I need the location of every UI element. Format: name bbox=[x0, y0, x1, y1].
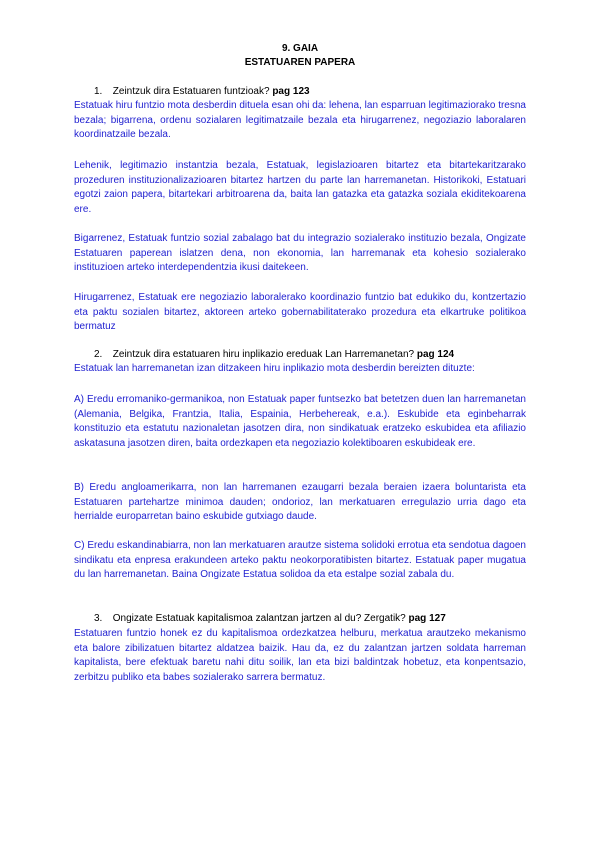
answer-paragraph: Estatuak hiru funtzio mota desberdin dituela esan ohi da: lehena, lan esparruan legitimaziorako tresna bezala; bigarrena, ordenu sozialaren legitimatzaile bezala eta hirugarrenez, negoziazio laboralaren koordinatzaile bezala. bbox=[74, 100, 526, 141]
answer-paragraph: Hirugarrenez, Estatuak ere negoziazio laboralerako koordinazio funtzio bat edukiko du, kontzertazio eta paktu sozialen bitartez, aktoreen arteko gobernabilitaterako prozedura eta elkartruke politikoa bermatuz bbox=[74, 292, 526, 333]
answer-paragraph: Estatuaren funtzio honek ez du kapitalismoa ordezkatzea helburu, merkatua arautzeko mekanismo eta balore zibilizatuen bitartez aldatzea baizik. Hau da, ez du zalantzan jartzen soldata harreman kapitalista, bere efektuak baretu nahi ditu soilik, lan eta bizi baldintzak hobetuz, eta konpentsazio, zerbitzu publiko eta babes sozialerako sarrera bermatuz. bbox=[74, 628, 526, 683]
page-reference: pag 123 bbox=[272, 86, 310, 97]
question-number: 1. bbox=[94, 86, 103, 97]
document-title: ESTATUAREN PAPERA bbox=[244, 56, 356, 68]
answer-paragraph: B) Eredu angloamerikarra, non lan harremanen ezaugarri bezala beraien izaera boluntarista eta Estatuaren partehartze minimoa dauden; ondorioz, lan merkatuaren erregulazio urria dago eta herrialde europarretan baino eskubide gutxiago daude. bbox=[74, 482, 526, 523]
answer-paragraph: Bigarrenez, Estatuak funtzio sozial zabalago bat du integrazio sozialerako instituzio bezala, Ongizate Estatuaren paperean islatzen dena, non ekonomia, lan harremanak eta kohesio sozialerako instituzioen arteko interdependentzia ikusi daitekeen. bbox=[74, 233, 526, 274]
question-1 bbox=[94, 85, 310, 99]
question-2 bbox=[94, 348, 454, 362]
question-3 bbox=[94, 612, 446, 626]
chapter-number: 9. GAIA bbox=[281, 43, 319, 54]
answer-paragraph: Lehenik, legitimazio instantzia bezala, Estatuak, legislazioaren bitartez eta bitartekaritzarako prozeduren instituzionalizazioaren bitartez hartzen du parte lan harremanetan. Historikoki, Estatuari egotzi zaion papera, bitartekari arbitroarena da, baita lan gatazka eta gatazka soziala ekiditekoarena ere. bbox=[74, 160, 526, 215]
question-number: 2. bbox=[94, 349, 103, 360]
answer-paragraph: Estatuak lan harremanetan izan ditzakeen hiru inplikazio mota desberdin bereizten dituzte: bbox=[74, 363, 475, 374]
document-header bbox=[0, 42, 600, 69]
question-text: Zeintzuk dira estatuaren hiru inplikazio ereduak Lan Harremanetan? bbox=[112, 349, 415, 360]
question-text: Ongizate Estatuak kapitalismoa zalantzan jartzen al du? Zergatik? bbox=[112, 613, 406, 624]
page-reference: pag 127 bbox=[408, 613, 446, 624]
question-number: 3. bbox=[94, 613, 103, 624]
page-reference: pag 124 bbox=[416, 349, 455, 360]
question-text: Zeintzuk dira Estatuaren funtzioak? bbox=[112, 86, 270, 97]
answer-paragraph: A) Eredu erromaniko-germanikoa, non Estatuak paper funtsezko bat betetzen duen lan harremanetan (Alemania, Belgika, Frantzia, Italia, Espainia, Herbehereak, e.a.). Eskubide eta eginbeharrak konstituzio eta estatutu nazionaletan jasotzen dira, non sindikatuak eratzeko eskubidea eta afiliazio askatasuna jasotzen diren, baita ordezkapen eta negoziazio kolektiboaren eskubideak ere. bbox=[74, 394, 526, 449]
answer-paragraph: C) Eredu eskandinabiarra, non lan merkatuaren arautze sistema solidoki errotua eta sendotua dagoen sindikatu eta enpresa erakundeen arteko paktu neokorporatibisten bitartez. Estatuak paper mugatua du lan harremanetan. Baina Ongizate Estatua solidoa da eta estalpe sozial zabala du. bbox=[74, 540, 526, 581]
